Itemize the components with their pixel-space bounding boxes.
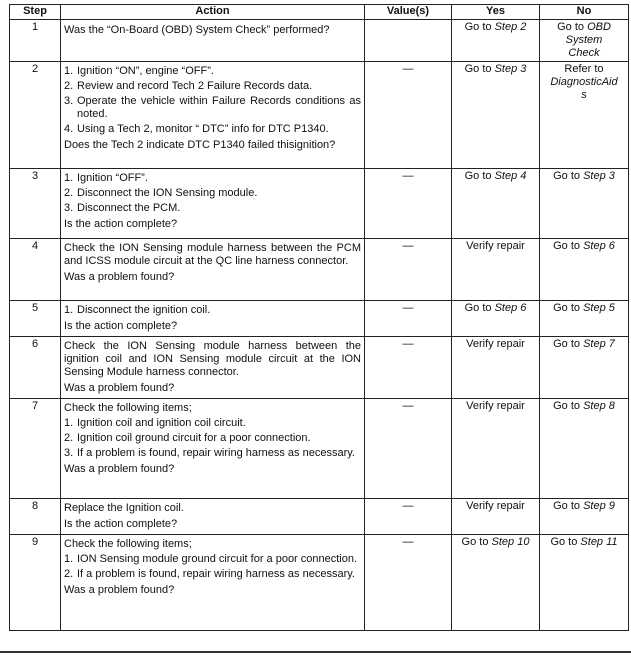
no-goto-prefix: Go to [553,170,584,182]
no-cell [540,499,629,535]
action-question: Was a problem found? [64,382,175,394]
action-item-number: 1. [64,172,74,184]
action-item-text: Ignition “OFF”. [77,172,148,184]
action-item-number: 2. [64,432,74,444]
no-step-ref: Step 3 [583,170,615,182]
action-cell [61,535,365,631]
header-values: Value(s) [365,5,452,20]
step-number: 8 [10,499,61,535]
action-item-number: 2. [64,187,74,199]
action-cell [61,239,365,301]
yes-cell [452,62,540,169]
value-cell: — [365,499,452,535]
no-step-ref: Step 11 [580,536,618,548]
diagnostic-table [9,4,629,631]
no-ref-text: OBD [587,21,611,33]
action-item-number: 2. [64,80,74,92]
action-cell [61,499,365,535]
action-cell [61,301,365,337]
value-cell: — [365,239,452,301]
action-paragraph: Check the following items; [64,538,192,550]
no-line: DiagnosticAid [550,76,618,88]
action-item-text: Ignition “ON”, engine “OFF”. [77,65,214,77]
action-item [64,123,361,136]
yes-goto-prefix: Go to [464,63,495,75]
no-multiline [543,21,625,60]
action-item-text: If a problem is found, repair wiring harness as necessary. [77,447,355,459]
no-cell [540,62,629,169]
action-question: Is the action complete? [64,218,178,230]
no-cell [540,169,629,239]
header-yes: Yes [452,5,540,20]
header-step: Step [10,5,61,20]
no-cell [540,337,629,399]
action-item [64,172,361,185]
action-cell [61,337,365,399]
action-item [64,568,361,581]
value-cell: — [365,62,452,169]
no-goto-prefix: Go to [553,338,584,350]
action-cell [61,62,365,169]
action-cell [61,399,365,499]
no-goto-prefix: Go to [553,400,584,412]
no-step-ref: Step 7 [583,338,615,350]
no-multiline [543,63,625,102]
action-item-number: 3. [64,202,74,214]
no-cell [540,20,629,62]
action-item [64,432,361,445]
yes-cell [452,337,540,399]
action-question: Is the action complete? [64,518,178,530]
yes-step-ref: Step 2 [494,21,527,33]
no-cell [540,535,629,631]
action-item-text: Using a Tech 2, monitor “ DTC” info for DTC P1340. [77,123,329,135]
no-step-ref: Step 8 [583,400,615,412]
yes-step-ref: Step 6 [494,302,527,314]
table-row [10,535,629,631]
action-item [64,417,361,430]
table-row [10,169,629,239]
action-item-text: If a problem is found, repair wiring harness as necessary. [77,568,355,580]
no-goto-prefix: Go to [550,536,581,548]
step-number: 7 [10,399,61,499]
action-item [64,447,361,460]
yes-cell [452,399,540,499]
header-action: Action [61,5,365,20]
no-step-ref: Step 9 [583,500,615,512]
step-number: 3 [10,169,61,239]
no-goto-prefix: Go to [553,240,584,252]
no-step-ref: Step 5 [583,302,615,314]
action-item [64,202,361,215]
action-paragraph: Check the ION Sensing module harness between the PCM and ICSS module circuit at the QC line harness connector. [64,242,361,267]
table-row [10,337,629,399]
action-item-number: 1. [64,553,74,565]
action-cell [61,20,365,62]
yes-text: Verify repair [466,240,525,252]
table-row [10,499,629,535]
table-row [10,239,629,301]
action-item [64,65,361,78]
yes-text: Verify repair [466,500,525,512]
value-cell: — [365,399,452,499]
action-cell [61,169,365,239]
step-number: 5 [10,301,61,337]
no-goto-prefix: Go to [553,302,584,314]
step-number: 9 [10,535,61,631]
no-goto-prefix: Go to [557,21,588,33]
action-item-number: 4. [64,123,74,135]
yes-cell [452,239,540,301]
no-line: s [581,89,587,101]
action-paragraph: Replace the Ignition coil. [64,502,184,514]
yes-cell [452,499,540,535]
action-question: Was a problem found? [64,271,175,283]
no-goto-prefix: Go to [553,500,584,512]
no-step-ref: Step 6 [583,240,615,252]
yes-step-ref: Step 3 [494,63,527,75]
value-cell: — [365,169,452,239]
step-number: 4 [10,239,61,301]
yes-goto-prefix: Go to [461,536,492,548]
action-item [64,187,361,200]
no-line: Refer to [564,63,604,75]
table-row [10,20,629,62]
no-line: Check [568,47,600,59]
value-cell: — [365,301,452,337]
header-no: No [540,5,629,20]
action-question: Is the action complete? [64,320,178,332]
no-cell [540,399,629,499]
action-item-text: Ignition coil ground circuit for a poor connection. [77,432,311,444]
value-cell: — [365,535,452,631]
action-item [64,80,361,93]
action-item-text: Operate the vehicle within Failure Records conditions as noted. [77,95,361,120]
header-row [10,5,629,20]
yes-goto-prefix: Go to [464,21,495,33]
yes-cell [452,20,540,62]
table-row [10,399,629,499]
action-item-number: 1. [64,304,74,316]
action-paragraph: Check the ION Sensing module harness between the ignition coil and ION Sensing module circuit at the ION Sensing Module harness connector. [64,340,361,378]
action-item-text: Disconnect the PCM. [77,202,181,214]
yes-step-ref: Step 10 [491,536,530,548]
yes-step-ref: Step 4 [494,170,527,182]
value-cell [365,20,452,62]
step-number: 1 [10,20,61,62]
yes-cell [452,535,540,631]
yes-cell [452,169,540,239]
table-row [10,62,629,169]
action-item [64,553,361,566]
page-bottom-rule [0,651,631,653]
action-item-number: 1. [64,417,74,429]
action-item-text: Review and record Tech 2 Failure Records data. [77,80,313,92]
yes-goto-prefix: Go to [464,170,495,182]
action-question: Was the “On-Board (OBD) System Check” performed? [64,24,330,36]
action-question: Was a problem found? [64,463,175,475]
yes-text: Verify repair [466,338,525,350]
yes-text: Verify repair [466,400,525,412]
no-line [543,21,625,34]
no-cell [540,301,629,337]
table-body [10,20,629,631]
step-number: 6 [10,337,61,399]
action-item-number: 3. [64,447,74,459]
action-item [64,95,361,121]
value-cell: — [365,337,452,399]
action-item-number: 2. [64,568,74,580]
yes-cell [452,301,540,337]
action-item-text: Disconnect the ignition coil. [77,304,211,316]
action-question: Was a problem found? [64,584,175,596]
action-item-text: Ignition coil and ignition coil circuit. [77,417,246,429]
action-item-number: 3. [64,95,74,107]
no-cell [540,239,629,301]
action-paragraph: Check the following items; [64,402,192,414]
table-row [10,301,629,337]
action-question: Does the Tech 2 indicate DTC P1340 failed thisignition? [64,139,336,151]
action-item-text: ION Sensing module ground circuit for a poor connection. [77,553,358,565]
action-item-text: Disconnect the ION Sensing module. [77,187,258,199]
action-item [64,304,361,317]
step-number: 2 [10,62,61,169]
yes-goto-prefix: Go to [464,302,495,314]
action-item-number: 1. [64,65,74,77]
no-line: System [565,34,603,46]
